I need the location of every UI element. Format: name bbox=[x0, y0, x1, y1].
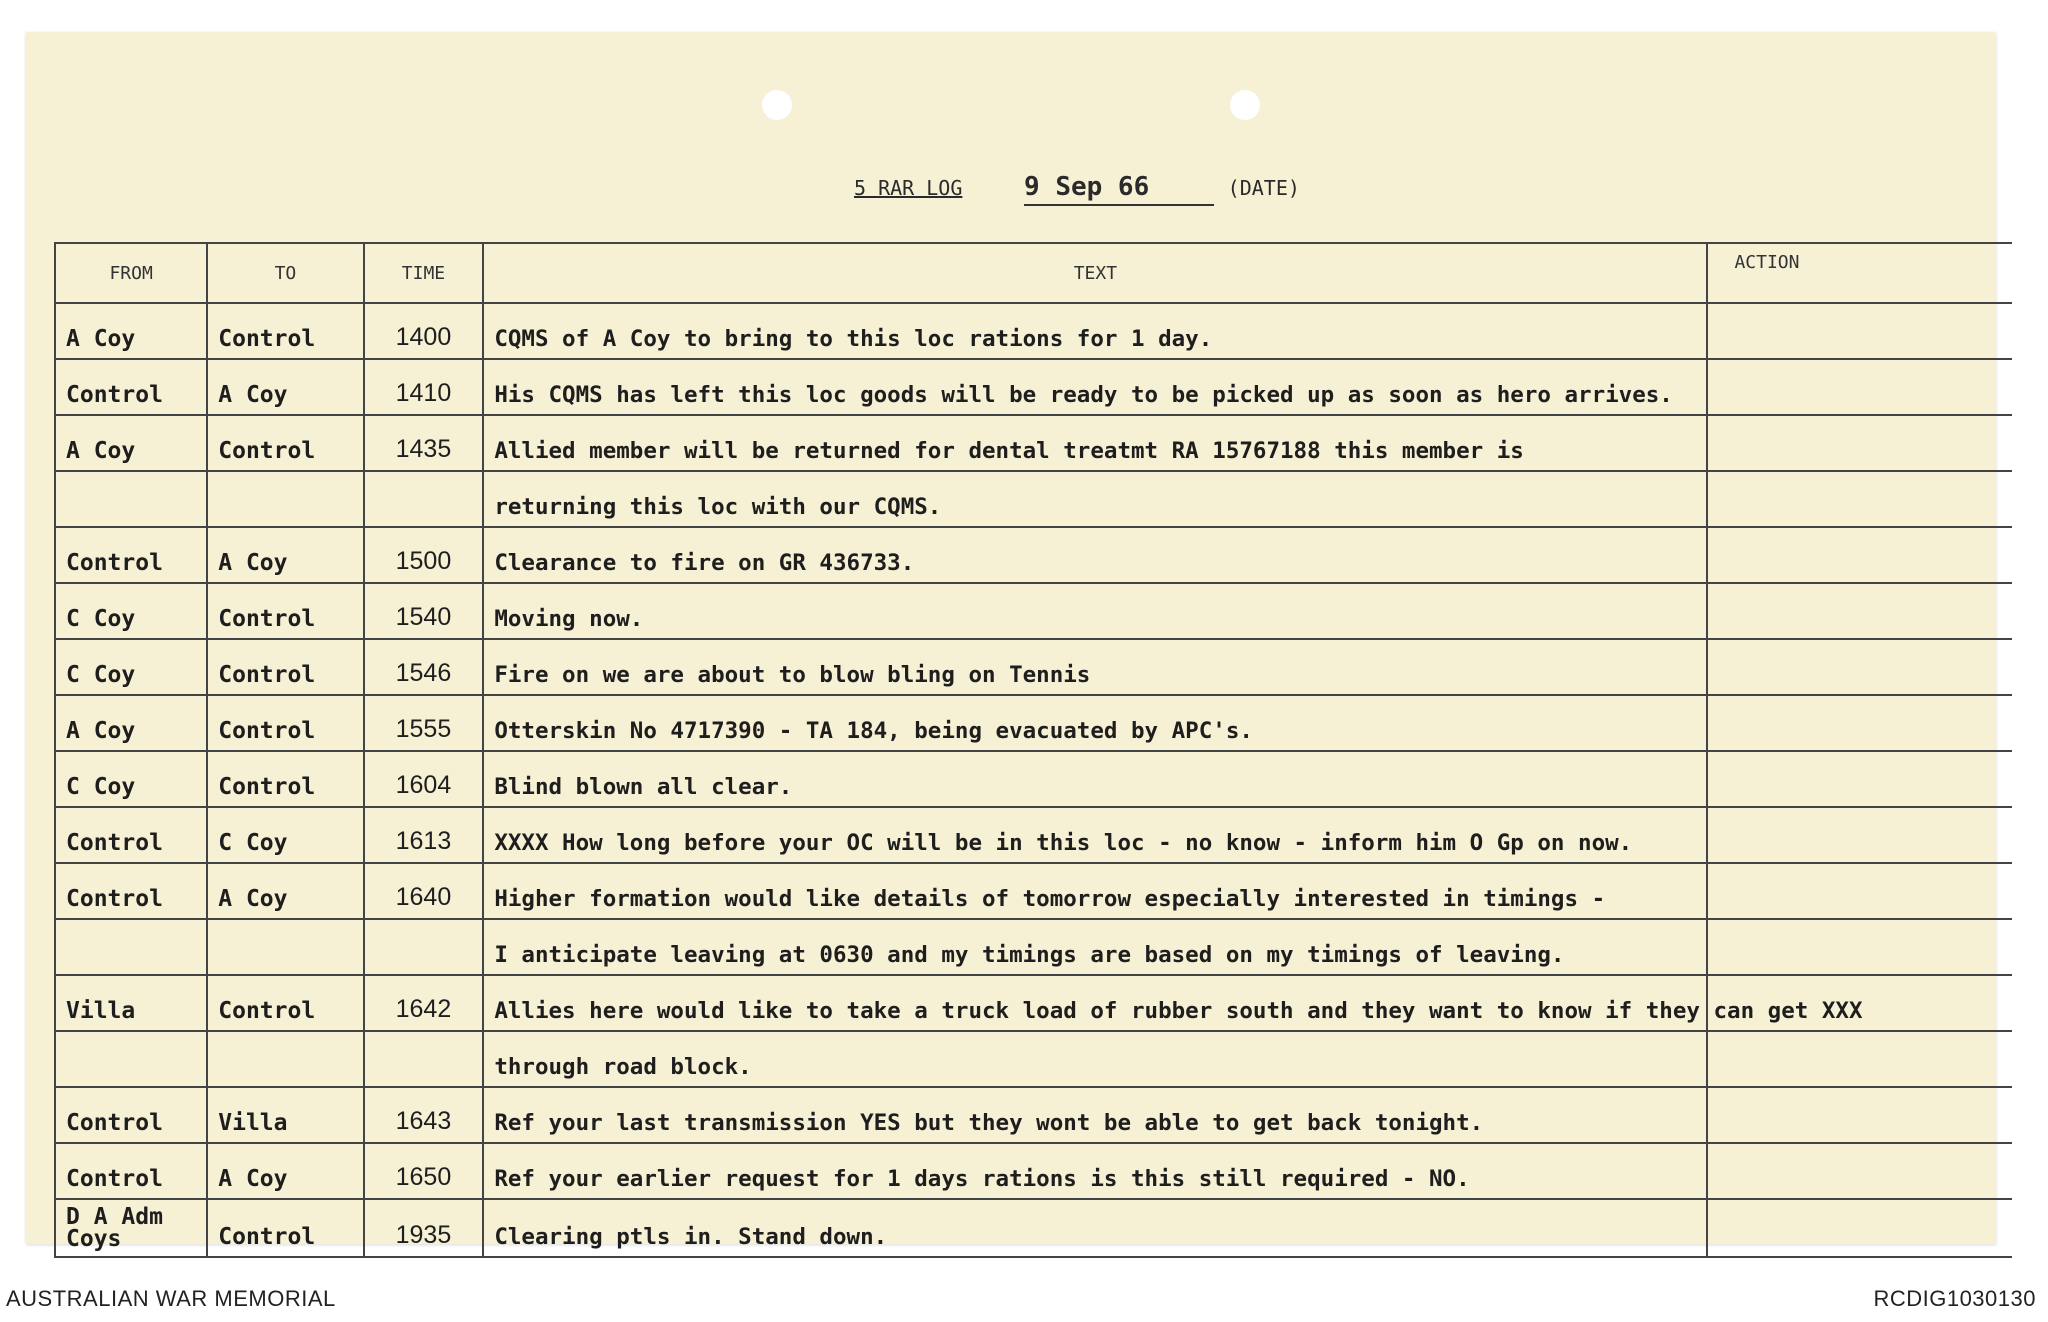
column-header-time: TIME bbox=[364, 243, 484, 303]
time-cell: 1540 bbox=[364, 583, 484, 639]
text-cell: Ref your last transmission YES but they wont be able to get back tonight. bbox=[483, 1087, 1707, 1143]
from-cell: C Coy bbox=[55, 639, 207, 695]
table-row bbox=[55, 359, 2012, 415]
from-cell: C Coy bbox=[55, 751, 207, 807]
text-cell: XXXX How long before your OC will be in this loc - no know - inform him O Gp on now. bbox=[483, 807, 1707, 863]
action-cell bbox=[1707, 1143, 2012, 1199]
to-cell: Control bbox=[207, 583, 363, 639]
action-cell bbox=[1707, 751, 2012, 807]
log-body bbox=[55, 303, 2012, 1257]
time-cell: 1935 bbox=[364, 1199, 484, 1257]
column-header-text: TEXT bbox=[483, 243, 1707, 303]
column-header-action: ACTION bbox=[1707, 243, 2012, 303]
table-row bbox=[55, 471, 2012, 527]
text-cell: through road block. bbox=[483, 1031, 1707, 1087]
action-cell bbox=[1707, 527, 2012, 583]
text-cell: Fire on we are about to blow bling on Tennis bbox=[483, 639, 1707, 695]
table-row bbox=[55, 583, 2012, 639]
table-row bbox=[55, 919, 2012, 975]
time-cell bbox=[364, 1031, 484, 1087]
from-cell: Control bbox=[55, 1143, 207, 1199]
action-cell bbox=[1707, 1087, 2012, 1143]
action-cell bbox=[1707, 863, 2012, 919]
text-cell: Clearance to fire on GR 436733. bbox=[483, 527, 1707, 583]
table-row bbox=[55, 1031, 2012, 1087]
date-suffix: (DATE) bbox=[1227, 176, 1300, 200]
action-cell bbox=[1707, 807, 2012, 863]
from-cell: Control bbox=[55, 359, 207, 415]
text-cell: Allies here would like to take a truck load of rubber south and they want to know if they can get XXX bbox=[483, 975, 1707, 1031]
to-cell bbox=[207, 471, 363, 527]
unit-label: 5 RAR LOG bbox=[854, 176, 963, 200]
log-date: 9 Sep 66 bbox=[1024, 172, 1214, 206]
time-cell: 1400 bbox=[364, 303, 484, 359]
text-cell: Moving now. bbox=[483, 583, 1707, 639]
action-cell bbox=[1707, 471, 2012, 527]
archive-credit: AUSTRALIAN WAR MEMORIAL bbox=[6, 1286, 336, 1311]
from-cell: Control bbox=[55, 863, 207, 919]
text-cell: Allied member will be returned for dental treatmt RA 15767188 this member is bbox=[483, 415, 1707, 471]
from-cell: A Coy bbox=[55, 695, 207, 751]
action-cell bbox=[1707, 695, 2012, 751]
time-cell: 1555 bbox=[364, 695, 484, 751]
to-cell: C Coy bbox=[207, 807, 363, 863]
table-row bbox=[55, 863, 2012, 919]
time-cell: 1500 bbox=[364, 527, 484, 583]
to-cell bbox=[207, 1031, 363, 1087]
column-header-from: FROM bbox=[55, 243, 207, 303]
from-cell bbox=[55, 919, 207, 975]
punch-hole bbox=[1230, 90, 1260, 120]
to-cell: Control bbox=[207, 639, 363, 695]
action-cell bbox=[1707, 919, 2012, 975]
from-cell: C Coy bbox=[55, 583, 207, 639]
text-cell: Higher formation would like details of tomorrow especially interested in timings - bbox=[483, 863, 1707, 919]
column-header-to: TO bbox=[207, 243, 363, 303]
punch-hole bbox=[762, 90, 792, 120]
text-cell: CQMS of A Coy to bring to this loc rations for 1 day. bbox=[483, 303, 1707, 359]
from-cell: A Coy bbox=[55, 303, 207, 359]
text-cell: Clearing ptls in. Stand down. bbox=[483, 1199, 1707, 1257]
from-cell: Villa bbox=[55, 975, 207, 1031]
action-cell bbox=[1707, 1199, 2012, 1257]
time-cell: 1640 bbox=[364, 863, 484, 919]
from-cell: Control bbox=[55, 1087, 207, 1143]
text-cell: Otterskin No 4717390 - TA 184, being evacuated by APC's. bbox=[483, 695, 1707, 751]
time-cell: 1642 bbox=[364, 975, 484, 1031]
table-row bbox=[55, 415, 2012, 471]
log-table bbox=[54, 242, 2012, 1258]
table-header-row bbox=[55, 243, 2012, 303]
to-cell: Control bbox=[207, 415, 363, 471]
log-header bbox=[854, 172, 1300, 206]
from-cell: A Coy bbox=[55, 415, 207, 471]
to-cell: Villa bbox=[207, 1087, 363, 1143]
action-cell bbox=[1707, 583, 2012, 639]
action-cell bbox=[1707, 415, 2012, 471]
text-cell: Blind blown all clear. bbox=[483, 751, 1707, 807]
time-cell: 1643 bbox=[364, 1087, 484, 1143]
text-cell: Ref your earlier request for 1 days rations is this still required - NO. bbox=[483, 1143, 1707, 1199]
to-cell: A Coy bbox=[207, 863, 363, 919]
from-cell: Control bbox=[55, 527, 207, 583]
to-cell: A Coy bbox=[207, 527, 363, 583]
text-cell: I anticipate leaving at 0630 and my timings are based on my timings of leaving. bbox=[483, 919, 1707, 975]
to-cell bbox=[207, 919, 363, 975]
time-cell: 1546 bbox=[364, 639, 484, 695]
time-cell: 1613 bbox=[364, 807, 484, 863]
action-cell bbox=[1707, 303, 2012, 359]
to-cell: A Coy bbox=[207, 1143, 363, 1199]
action-cell bbox=[1707, 639, 2012, 695]
table-row bbox=[55, 975, 2012, 1031]
to-cell: Control bbox=[207, 751, 363, 807]
table-row bbox=[55, 695, 2012, 751]
table-row bbox=[55, 527, 2012, 583]
table-row bbox=[55, 1087, 2012, 1143]
table-row bbox=[55, 1199, 2012, 1257]
table-row bbox=[55, 303, 2012, 359]
from-cell bbox=[55, 471, 207, 527]
time-cell bbox=[364, 919, 484, 975]
from-cell: Control bbox=[55, 807, 207, 863]
table-row bbox=[55, 751, 2012, 807]
from-cell: D A Adm Coys bbox=[55, 1199, 207, 1257]
time-cell: 1410 bbox=[364, 359, 484, 415]
table-row bbox=[55, 1143, 2012, 1199]
from-cell bbox=[55, 1031, 207, 1087]
to-cell: Control bbox=[207, 1199, 363, 1257]
time-cell bbox=[364, 471, 484, 527]
table-row bbox=[55, 807, 2012, 863]
to-cell: Control bbox=[207, 695, 363, 751]
action-cell bbox=[1707, 359, 2012, 415]
to-cell: A Coy bbox=[207, 359, 363, 415]
time-cell: 1604 bbox=[364, 751, 484, 807]
time-cell: 1435 bbox=[364, 415, 484, 471]
archive-id: RCDIG1030130 bbox=[1873, 1286, 2036, 1311]
to-cell: Control bbox=[207, 975, 363, 1031]
time-cell: 1650 bbox=[364, 1143, 484, 1199]
text-cell: returning this loc with our CQMS. bbox=[483, 471, 1707, 527]
action-cell bbox=[1707, 1031, 2012, 1087]
to-cell: Control bbox=[207, 303, 363, 359]
log-sheet bbox=[26, 32, 1996, 1252]
text-cell: His CQMS has left this loc goods will be ready to be picked up as soon as hero arrives. bbox=[483, 359, 1707, 415]
table-row bbox=[55, 639, 2012, 695]
